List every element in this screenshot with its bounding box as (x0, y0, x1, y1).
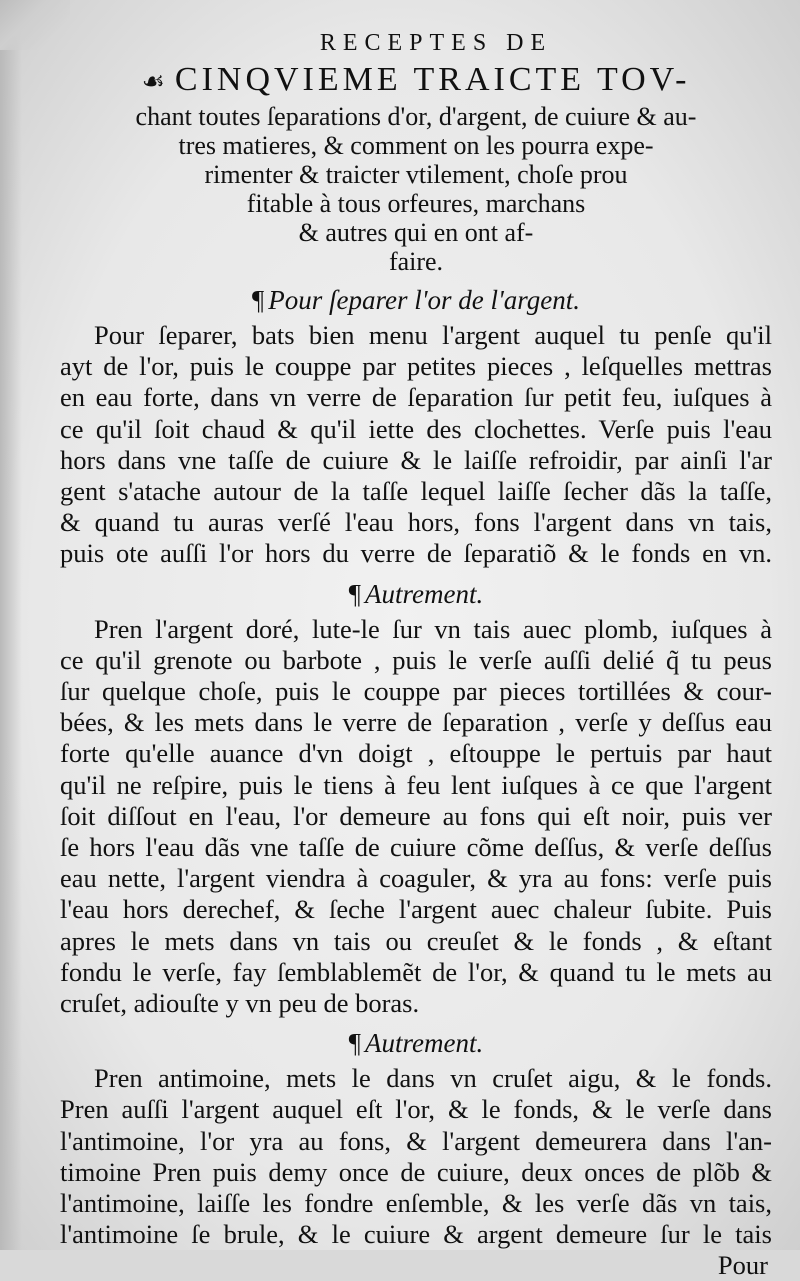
chapter-title (60, 60, 772, 276)
running-head: RECEPTES DE (319, 30, 553, 56)
text-line: forte qu'elle auance d'vn doigt , eſtouppe le pertuis par haut (60, 738, 772, 769)
text-line: bées, & les mets dans le verre de ſeparation , verſe y deſſus eau (60, 707, 772, 738)
fleuron-icon: ☙ (141, 67, 169, 96)
title-line: & autres qui en ont af- (298, 218, 534, 247)
title-line: fitable à tous orfeures, marchans (246, 189, 586, 218)
text-line: Pren l'argent doré, lute-le ſur vn tais auec plomb, iuſques à (94, 613, 772, 644)
text-line: ce qu'il ſoit chaud & qu'il iette des clochettes. Verſe puis l'eau (60, 413, 772, 444)
text-line: ayt de l'or, puis le couppe par petites pieces , leſquelles mettras (60, 351, 772, 382)
page-shadow (0, 0, 22, 1250)
text-line: qu'il ne reſpire, puis le tiens à feu lent iuſques à ce que l'argent (60, 769, 772, 800)
text-line: l'antimoine, laiſſe les fondre enſemble, & les verſe dãs vn tais, (60, 1188, 772, 1219)
title-line: tres matieres, & comment on les pourra expe- (178, 131, 654, 160)
text-line: Pren antimoine, mets le dans vn cruſet aigu, & le fonds. (94, 1063, 772, 1094)
text-line: ſe hors l'eau dãs vne taſſe de cuiure cõme deſſus, & verſe deſſus (60, 832, 772, 863)
section-heading: ¶ Autrement. (348, 578, 484, 609)
text-line: Pour ſeparer, bats bien menu l'argent auquel tu penſe qu'il (94, 320, 772, 350)
paragraph (60, 320, 772, 570)
text-line: fondu le verſe, fay ſemblablemẽt de l'or, & quand tu le mets au (60, 956, 772, 987)
text-line: cruſet, adiouſte y vn peu de boras. (60, 988, 420, 1019)
paragraph (60, 1063, 772, 1250)
text-line: gent s'atache autour de la taſſe lequel laiſſe ſecher dãs la taſſe, (60, 476, 772, 507)
text-line: apres le mets dans vn tais ou creuſet & le fonds , & eſtant (60, 925, 772, 956)
text-line: ſoit diſſout en l'eau, l'or demeure au fons qui eſt noir, puis ver (60, 800, 772, 831)
text-line: l'antimoine, l'or yra au fons, & l'argent demeurera dans l'an- (60, 1125, 772, 1156)
text-line: puis ote auſſi l'or hors du verre de ſeparatiõ & le fonds en vn. (60, 538, 772, 569)
title-line: rimenter & traicter vtilement, choſe prou (204, 160, 628, 189)
paragraph (60, 614, 772, 1020)
title-line: ☙ CINQVIEME TRAICTE TOV- (141, 61, 691, 98)
title-line: chant toutes ſeparations d'or, d'argent, de cuiure & au- (135, 102, 697, 131)
text-line: l'eau hors derechef, & ſeche l'argent auec chaleur ſubite. Puis (60, 894, 772, 925)
text-line: timoine Pren puis demy once de cuiure, deux onces de plõb & (60, 1156, 772, 1187)
pilcrow-icon: ¶ (348, 1028, 361, 1059)
text-line: l'antimoine ſe brule, & le cuiure & argent demeure ſur le tais (60, 1219, 772, 1250)
section-heading: ¶ Pour ſeparer l'or de l'argent. (252, 285, 580, 315)
pilcrow-icon: ¶ (348, 578, 361, 609)
text-line: eau nette, l'argent viendra à coaguler, & yra au fons: verſe puis (60, 863, 772, 894)
pilcrow-icon: ¶ (252, 285, 265, 315)
text-line: hors dans vne taſſe de cuiure & le laiſſe refroidir, par ainſi l'ar (60, 444, 772, 475)
title-line: faire. (388, 247, 444, 276)
section-heading: ¶ Autrement. (348, 1028, 484, 1059)
text-line: en eau forte, dans vn verre de ſeparation ſur petit feu, iuſques à (60, 382, 772, 413)
text-line: Pren auſſi l'argent auquel eſt l'or, & le fonds, & le verſe dans (60, 1094, 772, 1125)
page-content (60, 28, 772, 1281)
text-line: ſur quelque choſe, puis le couppe par pieces tortillées & cour- (60, 676, 772, 707)
catchword: Pour (717, 1250, 768, 1281)
text-line: & quand tu auras verſé l'eau hors, fons l'argent dans vn tais, (60, 507, 772, 538)
text-line: ce qu'il grenote ou barbote , puis le verſe auſſi delié q̃ tu peus (60, 644, 772, 675)
